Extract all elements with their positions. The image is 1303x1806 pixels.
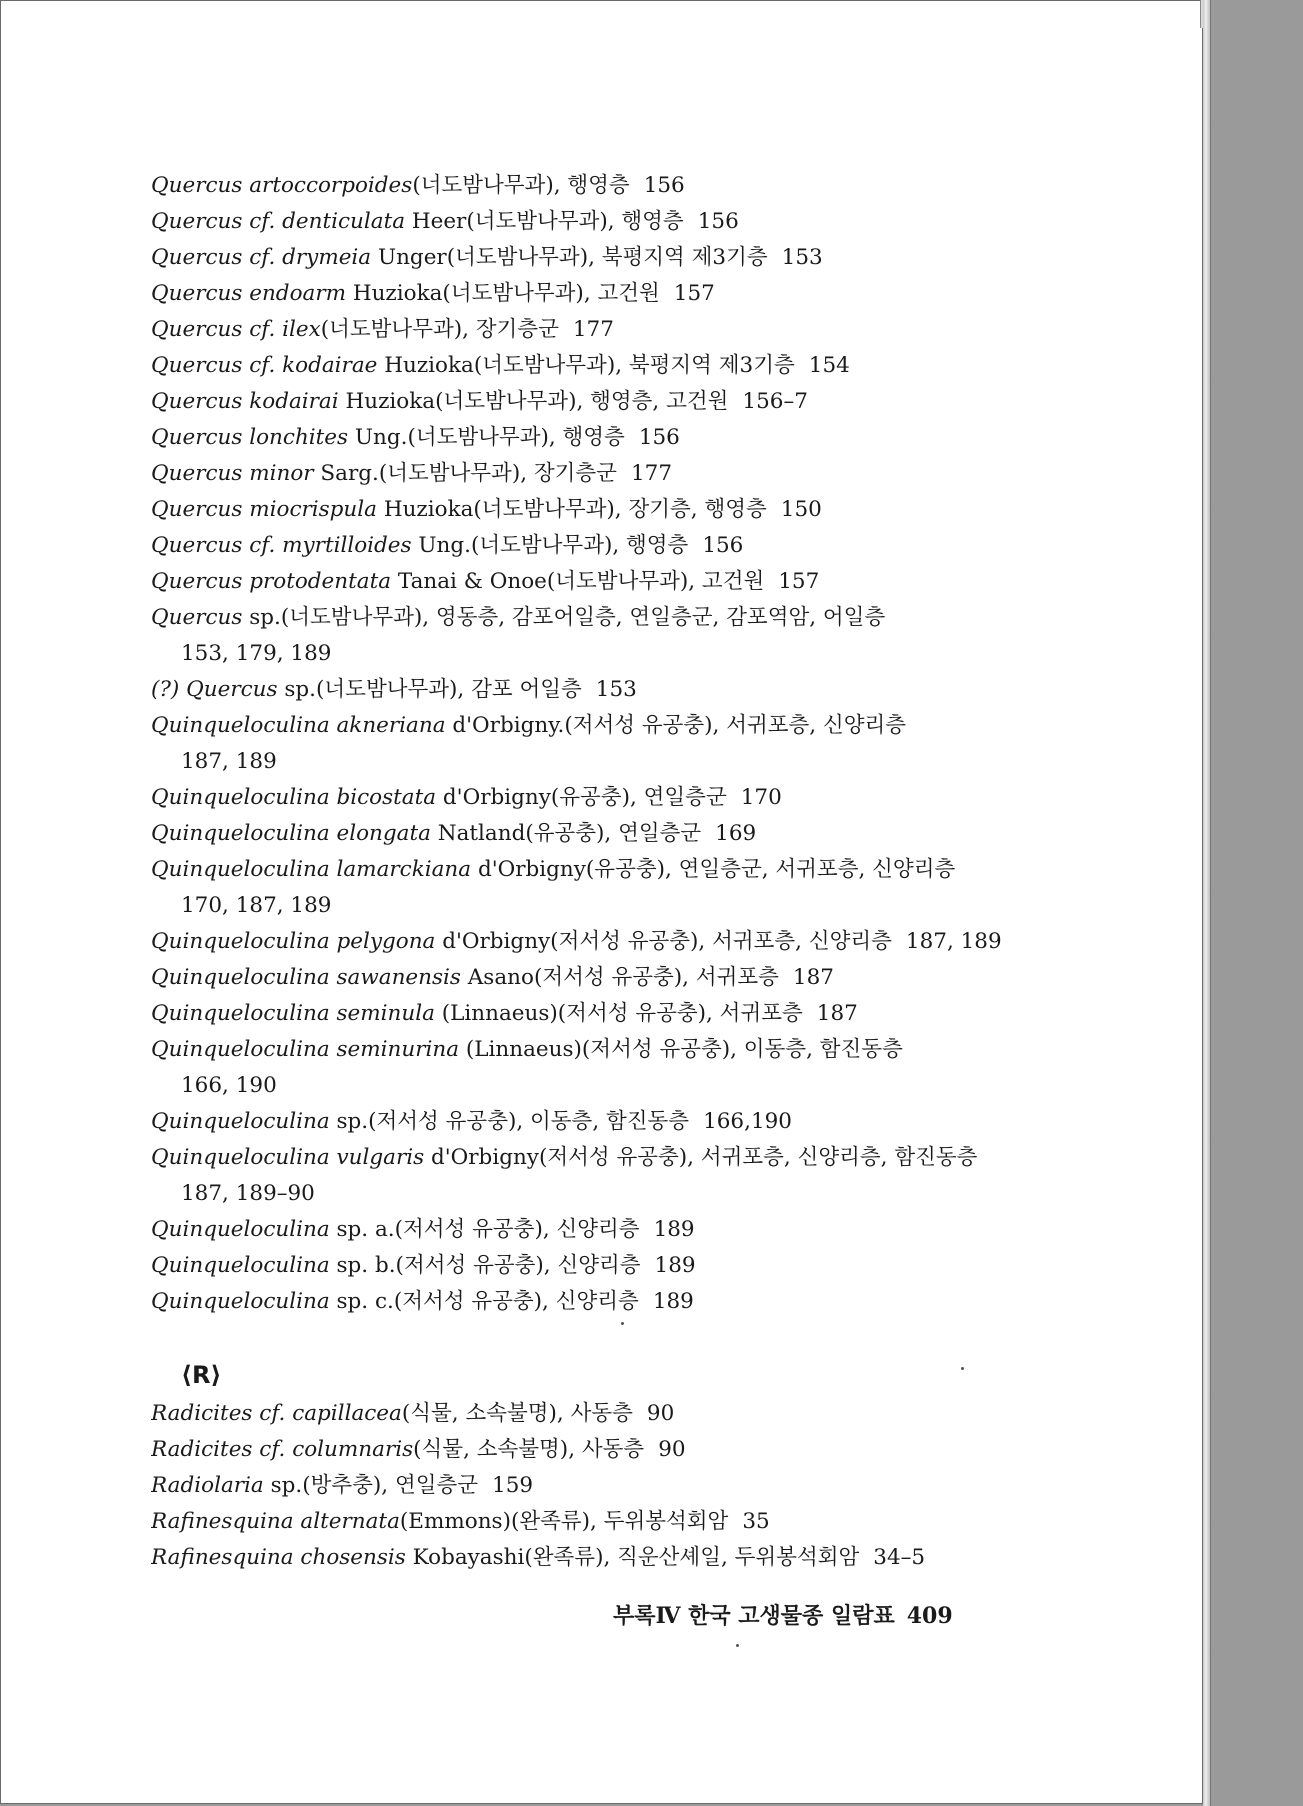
index-entry (151, 312, 1051, 348)
footer-title: 부록Ⅳ 한국 고생물종 일람표 (613, 1603, 895, 1629)
page-reference: 154 (808, 353, 850, 378)
section-heading-r: ⟨R⟩ (181, 1361, 222, 1389)
page-reference: 189 (654, 1253, 696, 1278)
scientific-name: Quercus cf. kodairae (151, 353, 378, 378)
scientific-name: Quercus cf. denticulata (151, 209, 406, 234)
entry-description: (식물, 소속불명), 사동층 (413, 1437, 645, 1462)
page-reference: 157 (673, 281, 715, 306)
entry-description: sp.(저서성 유공충), 이동층, 함진동층 (329, 1109, 690, 1134)
index-entry (151, 780, 1051, 816)
index-entry (151, 708, 1051, 780)
index-entry (151, 1140, 1051, 1212)
entry-description: Ung.(너도밤나무과), 행영층 (411, 533, 689, 558)
scientific-name: Quercus artoccorpoides (151, 173, 413, 198)
page-reference: 159 (492, 1473, 534, 1498)
page-reference: 169 (715, 821, 757, 846)
page-reference: 187 (816, 1001, 858, 1026)
scientific-name: Quinqueloculina elongata (151, 821, 431, 846)
scientific-name: Quinqueloculina (151, 1217, 330, 1242)
scientific-name: Rafinesquina chosensis (151, 1545, 406, 1570)
index-entry (151, 1432, 1051, 1468)
page-reference: 156 (638, 425, 680, 450)
page-edge (1203, 0, 1211, 1806)
entry-description: Huzioka(너도밤나무과), 고건원 (346, 281, 660, 306)
page-reference: 153 (781, 245, 823, 270)
scientific-name: Quercus kodairai (151, 389, 339, 414)
entry-description: Unger(너도밤나무과), 북평지역 제3기층 (371, 245, 768, 270)
index-entry (151, 672, 1051, 708)
page-reference: 157 (778, 569, 820, 594)
page-reference: 177 (572, 317, 614, 342)
index-entry (151, 348, 1051, 384)
scientific-name: Quinqueloculina seminula (151, 1001, 435, 1026)
page-reference: 90 (658, 1437, 686, 1462)
scientific-name: Quinqueloculina sawanensis (151, 965, 461, 990)
scientific-name: Quinqueloculina vulgaris (151, 1145, 425, 1170)
entry-description: sp.(방추충), 연일층군 (263, 1473, 479, 1498)
entry-list-r (151, 1396, 1051, 1576)
scientific-name: Quinqueloculina bicostata (151, 785, 437, 810)
entry-description: Heer(너도밤나무과), 행영층 (405, 209, 684, 234)
speck (621, 1322, 624, 1325)
entry-description: sp.(너도밤나무과), 영동층, 감포어일층, 연일층군, 감포역암, 어일층 (242, 605, 886, 630)
entry-description: (너도밤나무과), 장기층군 (320, 317, 559, 342)
page-reference: 34–5 (873, 1545, 926, 1570)
index-entry (151, 1032, 1051, 1104)
scientific-name: Quinqueloculina pelygona (151, 929, 436, 954)
entry-description: d'Orbigny(저서성 유공충), 서귀포층, 신양리층 (435, 929, 892, 954)
page-reference: 187, 189–90 (181, 1181, 315, 1206)
entry-description: d'Orbigny(유공충), 연일층군 (436, 785, 727, 810)
page-reference: 189 (652, 1289, 694, 1314)
entry-description: (Linnaeus)(저서성 유공충), 서귀포층 (434, 1001, 803, 1026)
page-number: 409 (906, 1603, 953, 1629)
page-reference: 170, 187, 189 (181, 893, 332, 918)
scientific-name: Radicites cf. columnaris (151, 1437, 414, 1462)
index-entry (151, 492, 1051, 528)
entry-description: (식물, 소속불명), 사동층 (401, 1401, 633, 1426)
index-entry (151, 960, 1051, 996)
scientific-name: Quercus cf. ilex (151, 317, 321, 342)
scientific-name: Quercus cf. myrtilloides (151, 533, 412, 558)
index-entry (151, 528, 1051, 564)
index-entry (151, 420, 1051, 456)
scientific-name: Quinqueloculina seminurina (151, 1037, 460, 1062)
entry-description: sp. b.(저서성 유공충), 신양리층 (329, 1253, 641, 1278)
entry-description: (Linnaeus)(저서성 유공충), 이동층, 함진동층 (459, 1037, 903, 1062)
scientific-name: Radicites cf. capillacea (151, 1401, 402, 1426)
index-entry (151, 240, 1051, 276)
index-entry (151, 1396, 1051, 1432)
index-entry (151, 1212, 1051, 1248)
speck (961, 1367, 964, 1370)
index-entry (151, 564, 1051, 600)
page-reference: 35 (742, 1509, 770, 1534)
index-entry (151, 1468, 1051, 1504)
index-entry (151, 816, 1051, 852)
scientific-name: Quercus protodentata (151, 569, 392, 594)
entry-description: Kobayashi(완족류), 직운산셰일, 두위봉석회암 (405, 1545, 860, 1570)
page-reference: 187, 189 (905, 929, 1002, 954)
index-entry (151, 1540, 1051, 1576)
entry-description: (너도밤나무과), 행영층 (412, 173, 630, 198)
index-entry (151, 384, 1051, 420)
entry-description: sp. a.(저서성 유공충), 신양리층 (329, 1217, 640, 1242)
scientific-name: Quinqueloculina (151, 1289, 330, 1314)
viewer-background (1211, 0, 1303, 1806)
page-reference: 166, 190 (181, 1073, 277, 1098)
entry-description: Huzioka(너도밤나무과), 장기층, 행영층 (376, 497, 767, 522)
scientific-name: Quercus lonchites (151, 425, 349, 450)
page-reference: 189 (653, 1217, 695, 1242)
page-reference: 170 (740, 785, 782, 810)
entry-description: Huzioka(너도밤나무과), 북평지역 제3기층 (377, 353, 795, 378)
scientific-name: Quercus cf. drymeia (151, 245, 372, 270)
entry-description: Sarg.(너도밤나무과), 장기층군 (313, 461, 617, 486)
index-entry (151, 204, 1051, 240)
scientific-name: Quinqueloculina lamarckiana (151, 857, 472, 882)
index-entry (151, 1504, 1051, 1540)
scientific-name: Quinqueloculina (151, 1253, 330, 1278)
page-reference: 153, 179, 189 (181, 641, 332, 666)
page-reference: 166,190 (703, 1109, 792, 1134)
page-reference: 156 (702, 533, 744, 558)
page-reference: 156–7 (742, 389, 808, 414)
index-entry (151, 168, 1051, 204)
scientific-name: Quinqueloculina akneriana (151, 713, 446, 738)
scientific-name: Quercus (151, 605, 243, 630)
entry-description: d'Orbigny(저서성 유공충), 서귀포층, 신양리층, 함진동층 (424, 1145, 978, 1170)
page-footer (613, 1599, 953, 1630)
page-reference: 187 (792, 965, 834, 990)
entry-description: Natland(유공충), 연일층군 (430, 821, 702, 846)
entry-list-q (151, 168, 1051, 1320)
entry-description: Huzioka(너도밤나무과), 행영층, 고건원 (338, 389, 729, 414)
entry-description: sp. c.(저서성 유공충), 신양리층 (329, 1289, 639, 1314)
page-reference: 177 (630, 461, 673, 486)
entry-description: Asano(저서성 유공충), 서귀포층 (460, 965, 779, 990)
index-entry (151, 276, 1051, 312)
index-entry (151, 1248, 1051, 1284)
entry-description: Tanai & Onoe(너도밤나무과), 고건원 (391, 569, 765, 594)
scientific-name: Rafinesquina alternata (151, 1509, 400, 1534)
page-reference: 90 (646, 1401, 675, 1426)
index-entry (151, 1284, 1051, 1320)
page-reference: 150 (780, 497, 822, 522)
index-entry (151, 996, 1051, 1032)
index-entry (151, 600, 1051, 672)
entry-description: sp.(너도밤나무과), 감포 어일층 (277, 677, 582, 702)
page-reference: 156 (697, 209, 739, 234)
page-reference: 153 (595, 677, 637, 702)
entry-description: (Emmons)(완족류), 두위봉석회암 (399, 1509, 729, 1534)
entry-description: d'Orbigny(유공충), 연일층군, 서귀포층, 신양리층 (471, 857, 956, 882)
index-entry (151, 1104, 1051, 1140)
speck (736, 1644, 739, 1647)
index-entry (151, 456, 1051, 492)
page-reference: 187, 189 (181, 749, 277, 774)
scientific-name: Quercus miocrispula (151, 497, 377, 522)
scientific-name: Radiolaria (151, 1473, 264, 1498)
scientific-name: Quercus minor (151, 461, 314, 486)
scientific-name: (?) Quercus (151, 677, 278, 702)
index-entry (151, 924, 1051, 960)
index-entry (151, 852, 1051, 924)
scientific-name: Quercus endoarm (151, 281, 346, 306)
page-reference: 156 (643, 173, 685, 198)
entry-description: d'Orbigny.(저서성 유공충), 서귀포층, 신양리층 (445, 713, 907, 738)
scientific-name: Quinqueloculina (151, 1109, 330, 1134)
entry-description: Ung.(너도밤나무과), 행영층 (348, 425, 625, 450)
